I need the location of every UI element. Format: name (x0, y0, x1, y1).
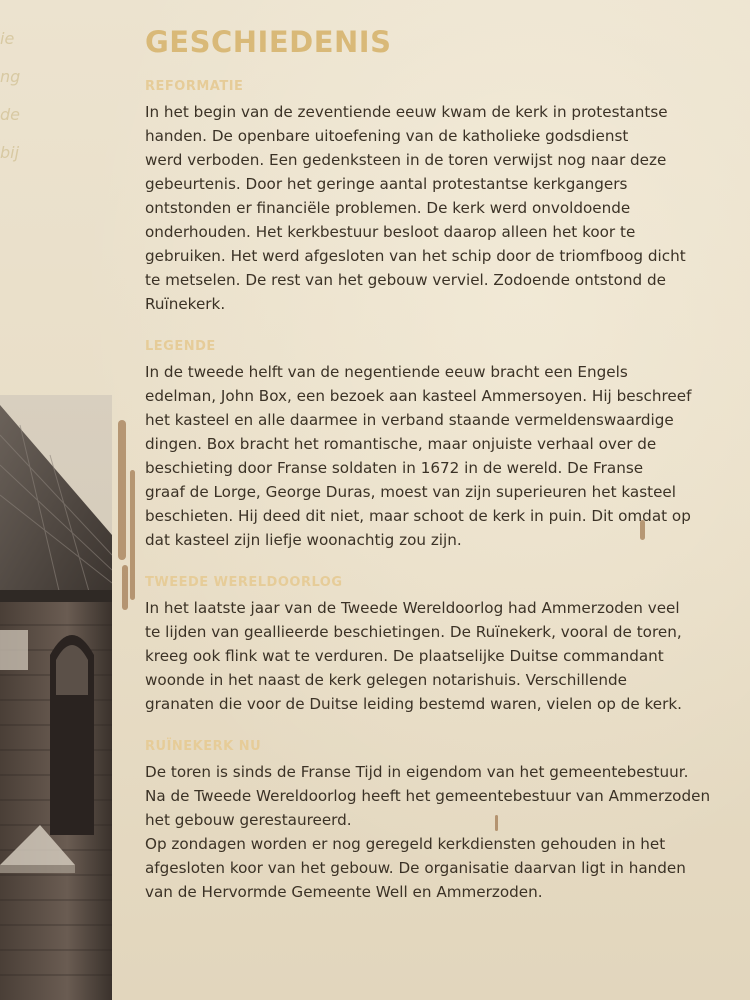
margin-word: bij (0, 143, 20, 162)
text-line: In het laatste jaar van de Tweede Wereldoorlog had Ammerzoden veel (145, 599, 680, 617)
text-line: gebeurtenis. Door het geringe aantal protestantse kerkgangers (145, 175, 628, 193)
adjacent-panel-text (0, 20, 40, 172)
section-tweede-wereldoorlog (145, 574, 735, 716)
section-body (145, 596, 735, 716)
text-line: kreeg ook flink wat te verduren. De plaatselijke Duitse commandant (145, 647, 664, 665)
text-line: onderhouden. Het kerkbestuur besloot daarop alleen het koor te (145, 223, 636, 241)
text-line: afgesloten koor van het gebouw. De organisatie daarvan ligt in handen (145, 859, 686, 877)
text-line: Op zondagen worden er nog geregeld kerkdiensten gehouden in het (145, 835, 666, 853)
rust-stain (130, 470, 135, 600)
text-line: De toren is sinds de Franse Tijd in eigendom van het gemeentebestuur. (145, 763, 689, 781)
text-line: Ruïnekerk. (145, 295, 226, 313)
text-line: granaten die voor de Duitse leiding bestemd waren, vielen op de kerk. (145, 695, 683, 713)
section-reformatie (145, 78, 735, 316)
text-line: te lijden van geallieerde beschietingen. De Ruïnekerk, vooral de toren, (145, 623, 682, 641)
section-body (145, 360, 735, 552)
section-heading: REFORMATIE (145, 79, 244, 94)
text-line: het gebouw gerestaureerd. (145, 811, 352, 829)
text-line: te metselen. De rest van het gebouw verviel. Zodoende ontstond de (145, 271, 666, 289)
page-title: GESCHIEDENIS (145, 25, 392, 59)
section-heading: RUÏNEKERK NU (145, 739, 262, 754)
text-line: In het begin van de zeventiende eeuw kwam de kerk in protestantse (145, 103, 668, 121)
rust-stain (122, 565, 128, 610)
text-line: beschieten. Hij deed dit niet, maar schoot de kerk in puin. Dit omdat op (145, 507, 691, 525)
text-line: dingen. Box bracht het romantische, maar onjuiste verhaal over de (145, 435, 657, 453)
text-line: In de tweede helft van de negentiende eeuw bracht een Engels (145, 363, 628, 381)
text-content (145, 22, 735, 904)
section-heading: TWEEDE WERELDOORLOG (145, 575, 343, 590)
text-line: woonde in het naast de kerk gelegen notarishuis. Verschillende (145, 671, 627, 689)
text-line: van de Hervormde Gemeente Well en Ammerzoden. (145, 883, 543, 901)
text-line: het kasteel en alle daarmee in verband staande vermeldenswaardige (145, 411, 674, 429)
section-body (145, 100, 735, 316)
section-body (145, 760, 735, 904)
section-ruinekerk-nu (145, 738, 735, 904)
margin-word: ng (0, 67, 21, 86)
text-line: Na de Tweede Wereldoorlog heeft het gemeentebestuur van Ammerzoden (145, 787, 711, 805)
rust-stain (118, 420, 126, 560)
text-line: graaf de Lorge, George Duras, moest van zijn superieuren het kasteel (145, 483, 676, 501)
margin-word: ie (0, 29, 15, 48)
text-line: ontstonden er financiële problemen. De kerk werd onvoldoende (145, 199, 631, 217)
section-heading: LEGENDE (145, 339, 216, 354)
text-line: edelman, John Box, een bezoek aan kasteel Ammersoyen. Hij beschreef (145, 387, 692, 405)
margin-word: de (0, 105, 20, 124)
text-line: gebruiken. Het werd afgesloten van het schip door de triomfboog dicht (145, 247, 686, 265)
church-photo (0, 395, 112, 1000)
text-line: handen. De openbare uitoefening van de katholieke godsdienst (145, 127, 629, 145)
text-line: werd verboden. Een gedenksteen in de toren verwijst nog naar deze (145, 151, 667, 169)
text-line: beschieting door Franse soldaten in 1672 in de wereld. De Franse (145, 459, 644, 477)
text-line: dat kasteel zijn liefje woonachtig zou zijn. (145, 531, 462, 549)
section-legende (145, 338, 735, 552)
